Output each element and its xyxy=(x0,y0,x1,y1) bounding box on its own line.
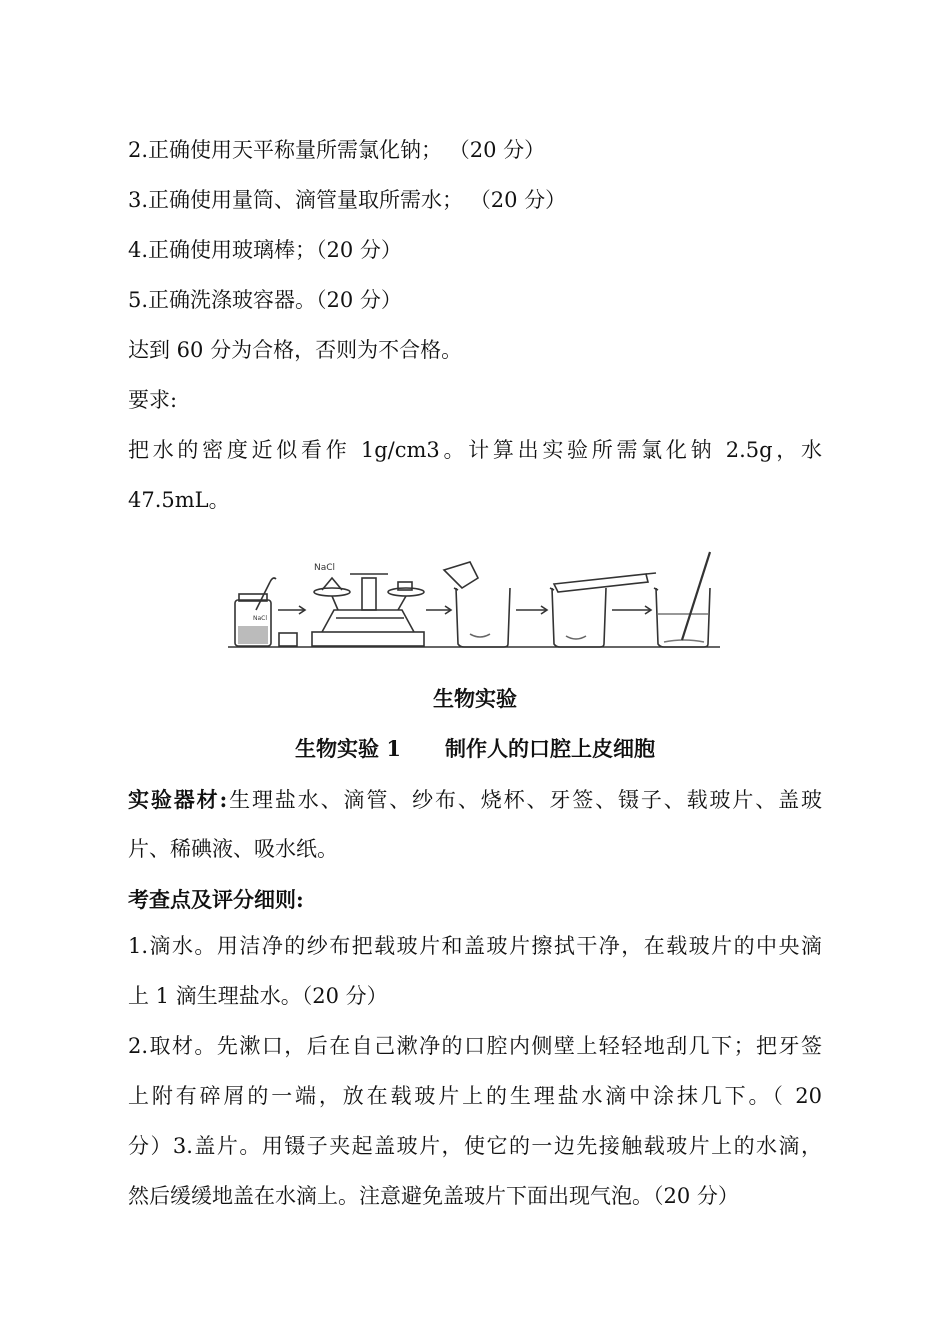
step1-line-1: 1.滴水。用洁净的纱布把载玻片和盖玻片擦拭干净，在载玻片的中央滴 xyxy=(128,934,822,958)
step2-line-2: 上附有碎屑的一端，放在载玻片上的生理盐水滴中涂抹几下。（ 20 xyxy=(128,1084,822,1108)
requirements-line-1: 把水的密度近似看作 1g/cm3。计算出实验所需氯化钠 2.5g，水 xyxy=(128,438,822,462)
measuring-cylinder-icon xyxy=(554,573,656,592)
arrow-icon xyxy=(426,606,451,614)
requirements-heading: 要求: xyxy=(128,388,178,412)
solution-preparation-diagram xyxy=(226,548,722,654)
criteria-item-3: 3.正确使用量筒、滴管量取所需水； （20 分） xyxy=(128,188,567,212)
nacl-label-top: NaCl xyxy=(314,563,336,573)
pass-rule: 达到 60 分为合格，否则为不合格。 xyxy=(128,338,463,362)
balance-icon xyxy=(312,574,424,646)
materials-line-2: 片、稀碘液、吸水纸。 xyxy=(128,837,338,861)
criteria-item-2: 2.正确使用天平称量所需氯化钠； （20 分） xyxy=(128,138,546,162)
arrow-icon xyxy=(516,606,547,614)
experiment-name: 制作人的口腔上皮细胞 xyxy=(444,736,655,761)
requirements-line-2: 47.5mL。 xyxy=(128,488,230,512)
arrow-icon xyxy=(612,606,651,614)
beaker-icon xyxy=(550,588,606,647)
experiment-title xyxy=(0,738,950,759)
step1-line-2: 上 1 滴生理盐水。（20 分） xyxy=(128,984,388,1008)
weighing-paper-icon xyxy=(444,562,478,588)
lid-icon xyxy=(279,633,297,646)
scoring-heading: 考查点及评分细则: xyxy=(128,887,304,912)
criteria-item-5: 5.正确洗涤玻容器。（20 分） xyxy=(128,288,402,312)
arrow-icon xyxy=(278,606,305,614)
beaker-icon xyxy=(444,562,510,647)
reagent-jar-icon xyxy=(235,578,276,646)
nacl-label-jar: NaCl xyxy=(253,615,268,622)
step2-line-4: 然后缓缓地盖在水滴上。注意避免盖玻片下面出现气泡。（20 分） xyxy=(128,1184,739,1208)
glass-rod-icon xyxy=(682,552,710,640)
step2-line-3: 分）3.盖片。用镊子夹起盖玻片，使它的一边先接触载玻片上的水滴， xyxy=(128,1134,822,1158)
materials-line-1 xyxy=(128,789,822,811)
step2-line-1: 2.取材。先漱口，后在自己漱净的口腔内侧壁上轻轻地刮几下；把牙签 xyxy=(128,1034,822,1058)
materials-label: 实验器材: xyxy=(128,787,228,812)
section-title: 生物实验 xyxy=(433,686,517,711)
experiment-number: 生物实验 1 xyxy=(295,736,401,761)
materials-text: 生理盐水、滴管、纱布、烧杯、牙签、镊子、载玻片、盖玻 xyxy=(227,788,822,812)
criteria-item-4: 4.正确使用玻璃棒；（20 分） xyxy=(128,238,402,262)
